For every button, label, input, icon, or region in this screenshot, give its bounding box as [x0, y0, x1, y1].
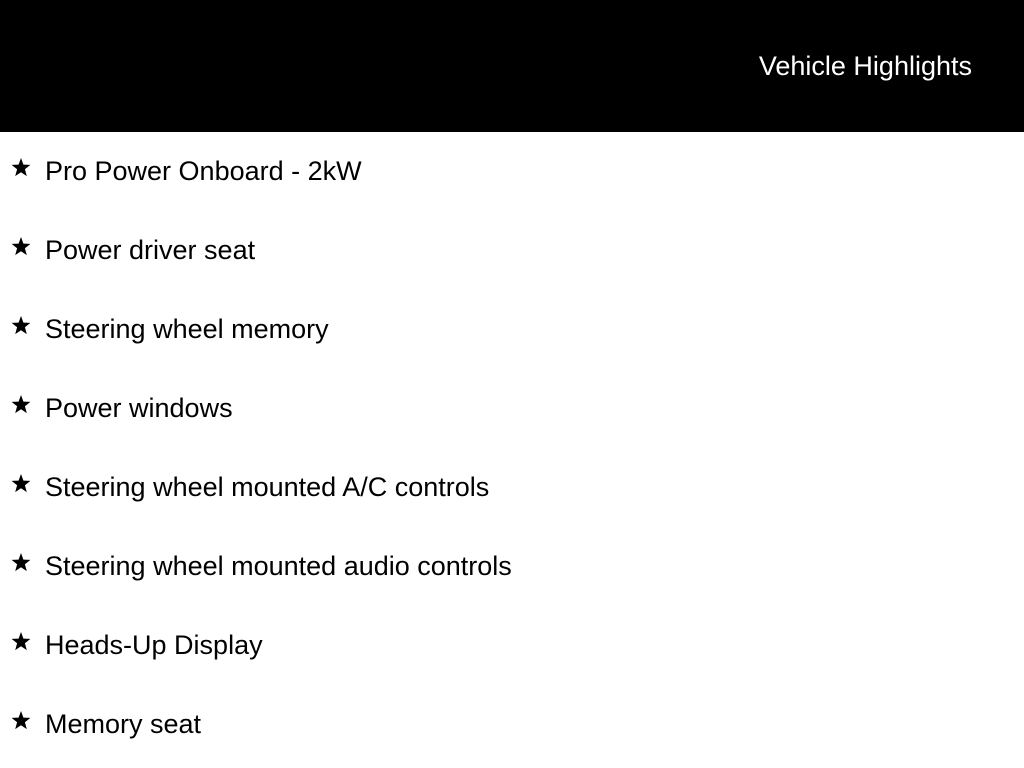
star-icon	[11, 315, 31, 335]
page-title: Vehicle Highlights	[758, 51, 972, 81]
list-item	[0, 685, 1024, 764]
list-item	[0, 290, 1024, 369]
star-icon	[11, 157, 31, 177]
star-icon	[11, 236, 31, 256]
header-bar	[0, 0, 1024, 132]
highlight-label: Power driver seat	[45, 235, 256, 265]
list-item	[0, 132, 1024, 211]
star-icon	[11, 394, 31, 414]
list-item	[0, 448, 1024, 527]
highlight-label: Power windows	[45, 393, 233, 423]
list-item	[0, 606, 1024, 685]
star-icon	[11, 473, 31, 493]
highlight-label: Heads-Up Display	[45, 630, 263, 660]
highlights-list	[0, 132, 1024, 764]
highlight-label: Steering wheel memory	[45, 314, 329, 344]
highlight-label: Steering wheel mounted audio controls	[45, 551, 512, 581]
star-icon	[11, 552, 31, 572]
star-icon	[11, 710, 31, 730]
star-icon	[11, 631, 31, 651]
highlight-label: Memory seat	[45, 709, 202, 739]
highlight-label: Pro Power Onboard - 2kW	[45, 156, 362, 186]
list-item	[0, 369, 1024, 448]
list-item	[0, 211, 1024, 290]
highlight-label: Steering wheel mounted A/C controls	[45, 472, 490, 502]
list-item	[0, 527, 1024, 606]
